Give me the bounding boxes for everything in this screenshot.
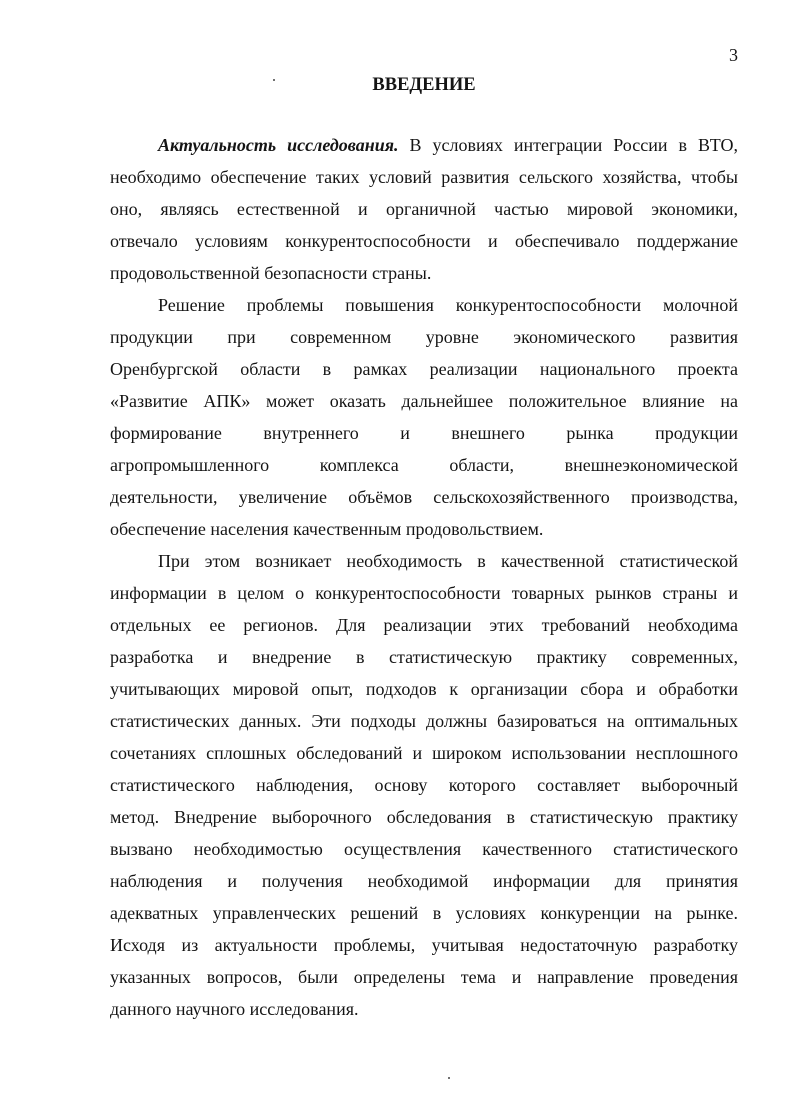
paragraph-3-line-11: наблюдения и получения необходимой информации для принятия — [110, 871, 738, 891]
paragraph-3-line-13: Исходя из актуальности проблемы, учитывая недостаточную разработку — [110, 935, 738, 955]
paragraph-2-line-2: продукции при современном уровне экономического развития — [110, 327, 738, 347]
paragraph-3-line-7: сочетаниях сплошных обследований и широком использовании несплошного — [110, 743, 738, 763]
paragraph-1-line-1 — [158, 134, 738, 156]
paragraph-3-line-4: разработка и внедрение в статистическую практику современных, — [110, 647, 738, 667]
paragraph-3-line-5: учитывающих мировой опыт, подходов к организации сбора и обработки — [110, 679, 738, 699]
paragraph-2-line-3: Оренбургской области в рамках реализации национального проекта — [110, 359, 738, 379]
paragraph-3-line-10: вызвано необходимостью осуществления качественного статистического — [110, 839, 738, 859]
paragraph-2-line-4: «Развитие АПК» может оказать дальнейшее положительное влияние на — [110, 391, 738, 411]
page-number: 3 — [729, 45, 738, 65]
paragraph-2-line-8: обеспечение населения качественным продовольствием. — [110, 519, 544, 539]
scan-speck — [448, 1077, 450, 1079]
paragraph-3-line-12: адекватных управленческих решений в условиях конкуренции на рынке. — [110, 903, 738, 923]
paragraph-2-line-1: Решение проблемы повышения конкурентоспособности молочной — [158, 295, 738, 315]
paragraph-2-line-5: формирование внутреннего и внешнего рынка продукции — [110, 423, 738, 443]
paragraph-3-line-15: данного научного исследования. — [110, 999, 359, 1019]
paragraph-1-line-1-text: В условиях интеграции России в ВТО, — [398, 135, 739, 155]
paragraph-1-line-5: продовольственной безопасности страны. — [110, 263, 432, 283]
paragraph-3-line-3: отдельных ее регионов. Для реализации этих требований необходима — [110, 615, 738, 635]
scan-speck — [273, 79, 275, 81]
paragraph-2-line-7: деятельности, увеличение объёмов сельскохозяйственного производства, — [110, 487, 738, 507]
paragraph-3-line-6: статистических данных. Эти подходы должны базироваться на оптимальных — [110, 711, 738, 731]
paragraph-2-line-6: агропромышленного комплекса области, внешнеэкономической — [110, 455, 738, 475]
paragraph-1-line-3: оно, являясь естественной и органичной частью мировой экономики, — [110, 199, 738, 219]
paragraph-3-line-9: метод. Внедрение выборочного обследования в статистическую практику — [110, 807, 738, 827]
paragraph-1-line-4: отвечало условиям конкурентоспособности и обеспечивало поддержание — [110, 231, 738, 251]
paragraph-1-line-2: необходимо обеспечение таких условий развития сельского хозяйства, чтобы — [110, 167, 738, 187]
paragraph-3-line-2: информации в целом о конкурентоспособности товарных рынков страны и — [110, 583, 738, 603]
section-title: ВВЕДЕНИЕ — [372, 75, 476, 95]
paragraph-3-line-1: При этом возникает необходимость в качественной статистической — [158, 551, 738, 571]
paragraph-3-line-14: указанных вопросов, были определены тема и направление проведения — [110, 967, 738, 987]
paragraph-1-lead: Актуальность исследования. — [158, 135, 399, 155]
paragraph-3-line-8: статистического наблюдения, основу которого составляет выборочный — [110, 775, 738, 795]
